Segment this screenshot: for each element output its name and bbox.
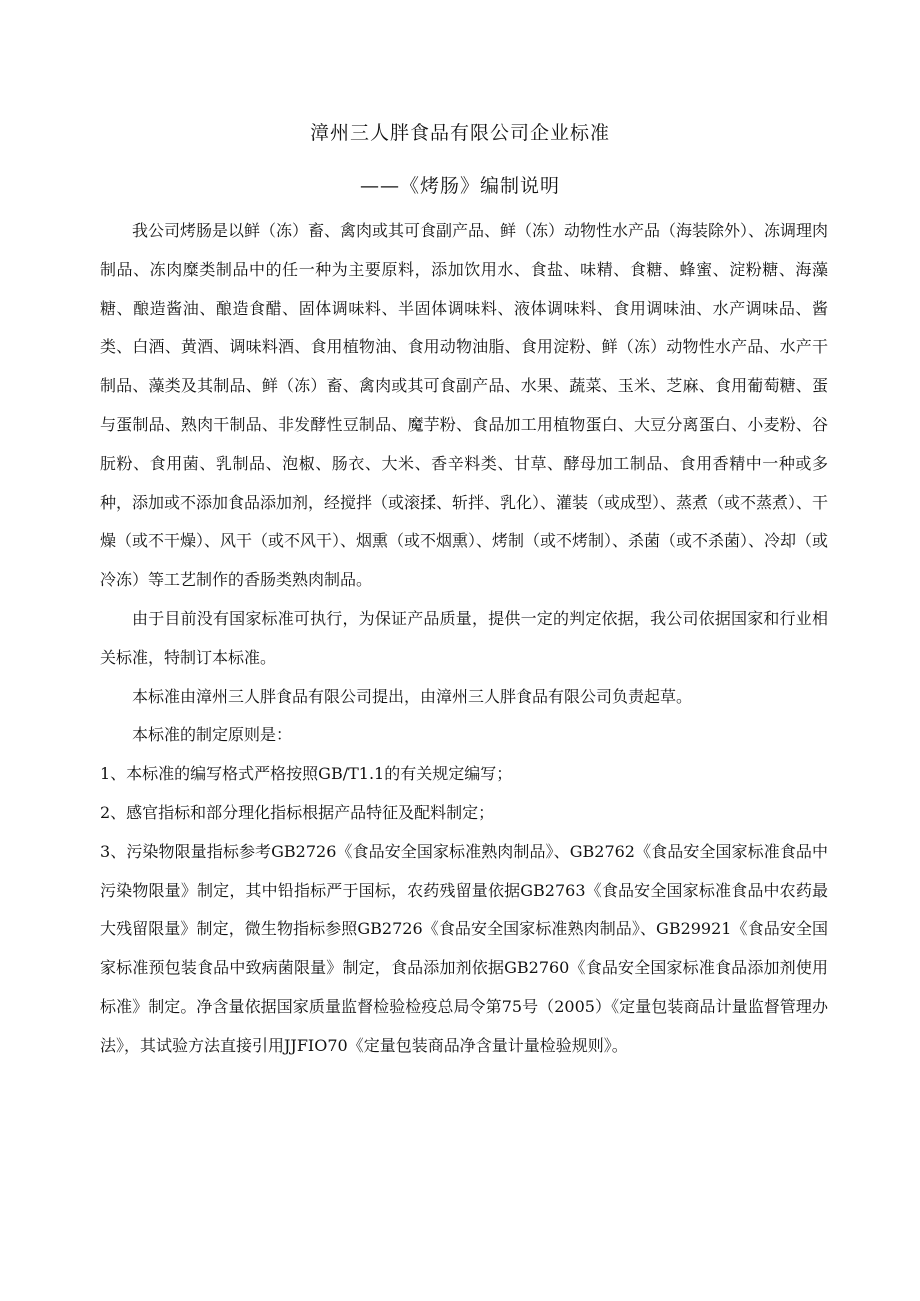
principle-item-3: 3、污染物限量指标参考GB2726《食品安全国家标准熟肉制品》、GB2762《食品安全国家标准食品中污染物限量》制定，其中铅指标严于国标，农药残留量依据GB2763《食品安全国家标准食品中农药最大残留限量》制定，微生物指标参照GB2726《食品安全国家标准熟肉制品》、GB29921《食品安全国家标准预包装食品中致病菌限量》制定，食品添加剂依据GB2760《食品安全国家标准食品添加剂使用标准》制定。净含量依据国家质量监督检验检疫总局令第75号（2005）《定量包装商品计量监督管理办法》，其试验方法直接引用JJFIO70《定量包装商品净含量计量检验规则》。 — [100, 841, 828, 1055]
principle-item-2: 2、感官指标和部分理化指标根据产品特征及配料制定； — [100, 802, 495, 822]
paragraph-raw-materials: 我公司烤肠是以鲜（冻）畜、禽肉或其可食副产品、鲜（冻）动物性水产品（海装除外）、冻调理肉制品、冻肉糜类制品中的任一种为主要原料，添加饮用水、食盐、味精、食糖、蜂蜜、淀粉糖、海藻糖、酿造酱油、酿造食醋、固体调味料、半固体调味料、液体调味料、食用调味油、水产调味品、酱类、白酒、黄酒、调味料酒、食用植物油、食用动物油脂、食用淀粉、鲜（冻）动物性水产品、水产干制品、藻类及其制品、鲜（冻）畜、禽肉或其可食副产品、水果、蔬菜、玉米、芝麻、食用葡萄糖、蛋与蛋制品、熟肉干制品、非发酵性豆制品、魔芋粉、食品加工用植物蛋白、大豆分离蛋白、小麦粉、谷朊粉、食用菌、乳制品、泡椒、肠衣、大米、香辛料类、甘草、酵母加工制品、食用香精中一种或多种，添加或不添加食品添加剂，经搅拌（或滚揉、斩拌、乳化）、灌装（或成型）、蒸煮（或不蒸煮）、干燥（或不干燥）、风干（或不风干）、烟熏（或不烟熏）、烤制（或不烤制）、杀菌（或不杀菌）、冷却（或冷冻）等工艺制作的香肠类熟肉制品。 — [100, 221, 829, 590]
paragraph-purpose: 由于目前没有国家标准可执行，为保证产品质量，提供一定的判定依据，我公司依据国家和行业相关标准，特制订本标准。 — [100, 608, 828, 667]
document-body — [100, 212, 828, 1066]
principle-item-1: 1、本标准的编写格式严格按照GB/T1.1的有关规定编写； — [100, 764, 513, 784]
document-subtitle: ——《烤肠》编制说明 — [359, 175, 560, 197]
paragraph-principles-intro: 本标准的制定原则是： — [132, 725, 293, 745]
paragraph-drafting: 本标准由漳州三人胖食品有限公司提出，由漳州三人胖食品有限公司负责起草。 — [132, 686, 693, 706]
document-title: 漳州三人胖食品有限公司企业标准 — [309, 122, 610, 144]
